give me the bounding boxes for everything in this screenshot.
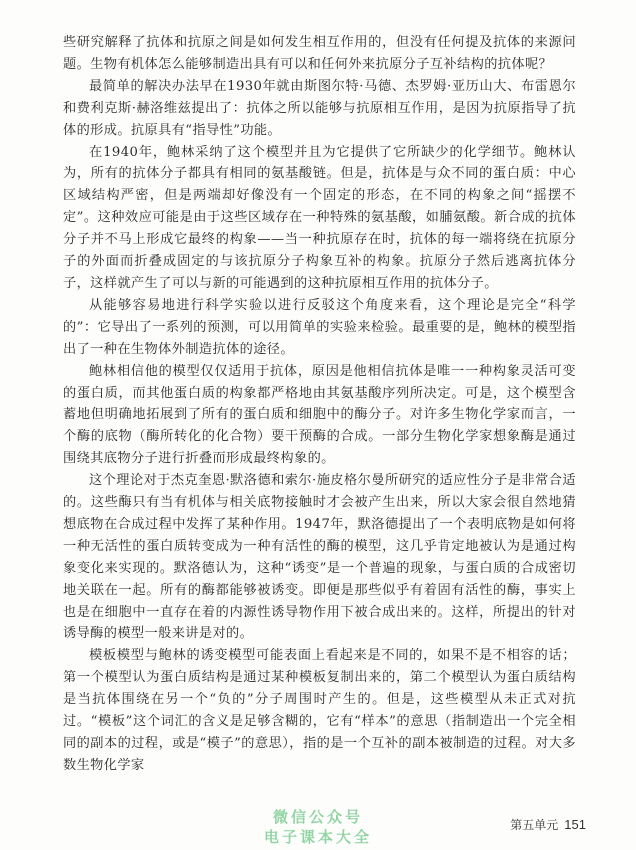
page-number: 151	[564, 817, 586, 832]
body-text	[63, 32, 576, 777]
paragraph-2: 最简单的解决办法早在1930年就由斯图尔特·马德、杰罗姆·亚历山大、布雷恩尔和费利克斯·赫洛维兹提出了：抗体之所以能够与抗原相互作用，是因为抗原指导了抗体的形成。抗原具有“指导性”功能。	[63, 78, 576, 138]
paragraph-7: 模板模型与鲍林的诱变模型可能表面上看起来是不同的，如果不是不相容的话；第一个模型认为蛋白质结构是通过某种模板复制出来的，第二个模型认为蛋白质结构是当抗体围绕在另一个“负的”分子周围时产生的。但是，这些模型从未正式对抗过。“模板”这个词汇的含义是足够含糊的，它有“样本”的意思（指制造出一个完全相同的副本的过程，或是“模子”的意思），指的是一个互补的副本被制造的过程。对大多数生物化学家	[63, 648, 576, 773]
paragraph-3: 在1940年，鲍林采纳了这个模型并且为它提供了它所缺少的化学细节。鲍林认为，所有的抗体分子都具有相同的氨基酸链。但是，抗体是与众不同的蛋白质：中心区域结构严密，但是两端却好像没有一个固定的形态，在不同的构象之间“摇摆不定”。这种效应可能是由于这些区域存在一种特殊的氨基酸，如脯氨酸。新合成的抗体分子并不马上形成它最终的构象——当一种抗原存在时，抗体的每一端将绕在抗原分子的外面而折叠成固定的与该抗原分子构象互补的构象。抗原分子然后逃离抗体分子，这样就产生了可以与新的可能遇到的这种抗原相互作用的抗体分子。	[63, 144, 576, 291]
paragraph-1: 些研究解释了抗体和抗原之间是如何发生相互作用的，但没有任何提及抗体的来源问题。生物有机体怎么能够制造出具有可以和任何外来抗原分子互补结构的抗体呢？	[63, 35, 576, 72]
paragraph-4: 从能够容易地进行科学实验以进行反驳这个角度来看，这个理论是完全“科学的”：它导出了一系列的预测，可以用简单的实验来检验。最重要的是，鲍林的模型指出了一种在生物体外制造抗体的途径。	[63, 297, 576, 357]
paragraph-6: 这个理论对于杰克奎恩·默洛德和索尔·施皮格尔曼所研究的适应性分子是非常合适的。这些酶只有当有机体与相关底物接触时才会被产生出来，所以大家会很自然地猜想底物在合成过程中发挥了某种作用。1947年，默洛德提出了一个表明底物是如何将一种无活性的蛋白质转变成为一种有活性的酶的模型，这几乎肯定地被认为是通过构象变化来实现的。默洛德认为，这种“诱变”是一个普遍的现象，与蛋白质的合成密切地关联在一起。所有的酶都能够被诱变。即便是那些似乎有着固有活性的酶，事实上也是在细胞中一直存在着的内源性诱导物作用下被合成出来的。这样，所提出的针对诱导酶的模型一般来讲是对的。	[63, 473, 576, 642]
paragraph-5: 鲍林相信他的模型仅仅适用于抗体，原因是他相信抗体是唯一一种构象灵活可变的蛋白质，而其他蛋白质的构象都严格地由其氨基酸序列所决定。可是，这个模型含蓄地但明确地拓展到了所有的蛋白质和细胞中的酶分子。对许多生物化学家而言，一个酶的底物（酶所转化的化合物）要干预酶的合成。一部分生物化学家想象酶是通过围绕其底物分子进行折叠而形成最终构象的。	[63, 363, 576, 467]
unit-label: 第五单元	[510, 818, 559, 832]
watermark-line-1: 微信公众号	[272, 808, 363, 826]
watermark-line-2: 电子课本大全	[263, 828, 372, 846]
page-footer	[510, 816, 586, 833]
